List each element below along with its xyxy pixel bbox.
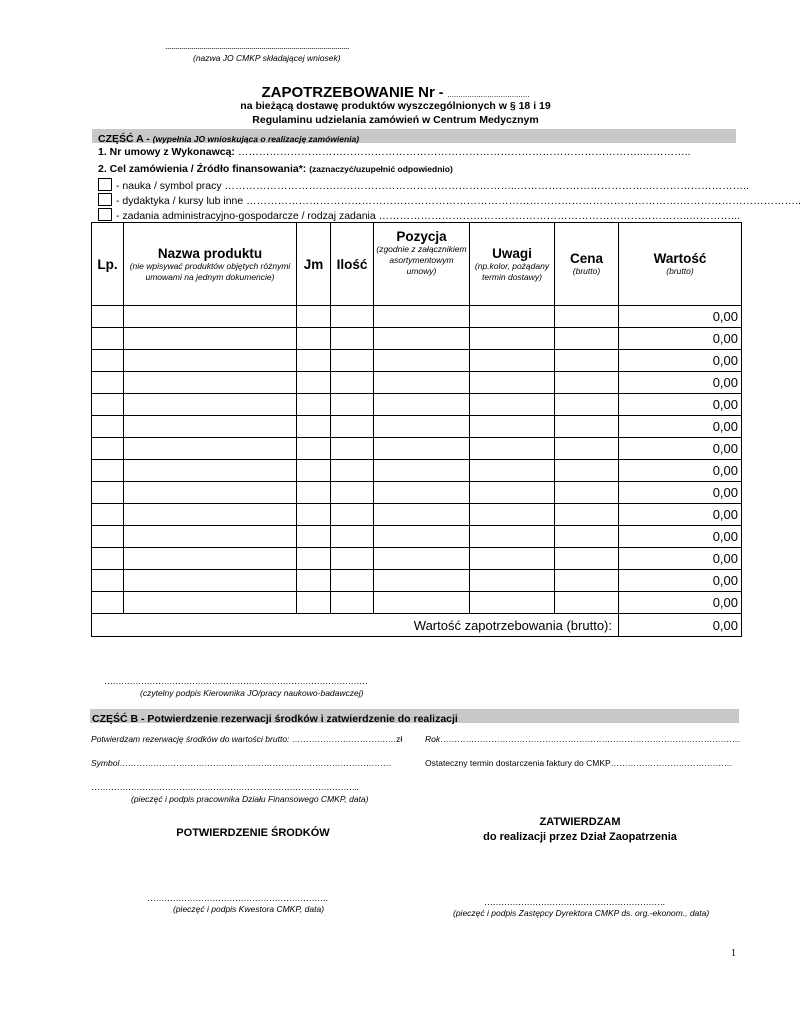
cell-value: 0,00 [619,592,742,614]
cell-product-name[interactable] [124,416,297,438]
cell-remarks[interactable] [470,372,555,394]
approval-subtitle: do realizacji przez Dział Zaopatrzenia [483,831,677,843]
cell-quantity[interactable] [331,592,374,614]
cell-product-name[interactable] [124,438,297,460]
jo-name-dotted-line: ............................................................................................ [165,41,350,51]
cell-product-name[interactable] [124,460,297,482]
cell-remarks[interactable] [470,460,555,482]
symbol-line[interactable]: Symbol…………………………………………………………………………………… [91,758,392,768]
option-science[interactable]: - nauka / symbol pracy ………………………….……………………………………………..………………………………..……………………….. [98,178,738,192]
cell-unit[interactable] [297,416,331,438]
cell-value: 0,00 [619,394,742,416]
cell-remarks[interactable] [470,306,555,328]
cell-lp[interactable] [92,526,124,548]
deputy-director-signature-caption: (pieczęć i podpis Zastępcy Dyrektora CMKP ds. org.-ekonom., data) [453,908,710,918]
cell-value: 0,00 [619,328,742,350]
cell-value: 0,00 [619,372,742,394]
cell-remarks[interactable] [470,526,555,548]
cell-price[interactable] [555,394,619,416]
cell-value: 0,00 [619,548,742,570]
cell-lp[interactable] [92,306,124,328]
cell-position[interactable] [374,570,470,592]
header-quantity: Ilość [331,223,374,306]
cell-lp[interactable] [92,372,124,394]
cell-position[interactable] [374,328,470,350]
cell-position[interactable] [374,592,470,614]
table-row [92,548,742,570]
sum-label: Wartość zapotrzebowania (brutto): [92,614,619,637]
table-row [92,372,742,394]
cell-position[interactable] [374,438,470,460]
cell-value: 0,00 [619,416,742,438]
contract-number-line[interactable]: 1. Nr umowy z Wykonawcą: ……………………………………………………………………………………………………..………….. [98,146,691,158]
cell-value: 0,00 [619,438,742,460]
bursar-signature-line[interactable]: ………………………………………………………. [147,893,328,903]
cell-lp[interactable] [92,416,124,438]
cell-lp[interactable] [92,394,124,416]
cell-unit[interactable] [297,526,331,548]
page-number: 1 [731,948,736,959]
cell-remarks[interactable] [470,548,555,570]
products-table [91,222,742,637]
cell-unit[interactable] [297,328,331,350]
cell-quantity[interactable] [331,482,374,504]
cell-price[interactable] [555,460,619,482]
table-row [92,350,742,372]
cell-unit[interactable] [297,504,331,526]
cell-quantity[interactable] [331,460,374,482]
table-row [92,482,742,504]
document-subtitle-1: na bieżącą dostawę produktów wyszczególnionych w § 18 i 19 [240,100,551,112]
cell-value: 0,00 [619,306,742,328]
table-header-row [92,223,742,306]
table-row [92,504,742,526]
cell-unit[interactable] [297,482,331,504]
reserve-line[interactable]: Potwierdzam rezerwację środków do wartości brutto: …………………………….…zł [91,734,403,744]
funds-confirmation-title: POTWIERDZENIE ŚRODKÓW [176,827,330,839]
cell-remarks[interactable] [470,416,555,438]
cell-position[interactable] [374,460,470,482]
cell-unit[interactable] [297,438,331,460]
header-lp: Lp. [92,223,124,306]
cell-lp[interactable] [92,350,124,372]
cell-price[interactable] [555,526,619,548]
cell-remarks[interactable] [470,438,555,460]
cell-price[interactable] [555,592,619,614]
cell-remarks[interactable] [470,350,555,372]
cell-position[interactable] [374,548,470,570]
cell-product-name[interactable] [124,328,297,350]
cell-remarks[interactable] [470,328,555,350]
cell-value: 0,00 [619,460,742,482]
cell-remarks[interactable] [470,394,555,416]
sum-row [92,614,742,637]
cell-unit[interactable] [297,394,331,416]
table-row [92,460,742,482]
cell-unit[interactable] [297,570,331,592]
table-row [92,592,742,614]
header-price: Cena (brutto) [555,223,619,306]
cell-position[interactable] [374,350,470,372]
table-row [92,306,742,328]
cell-remarks[interactable] [470,592,555,614]
table-row [92,570,742,592]
cell-product-name[interactable] [124,504,297,526]
table-row [92,526,742,548]
table-row [92,394,742,416]
cell-position[interactable] [374,416,470,438]
deputy-director-signature-line[interactable]: ………………………………………………………. [484,897,665,907]
cell-product-name[interactable] [124,394,297,416]
cell-remarks[interactable] [470,504,555,526]
cell-position[interactable] [374,394,470,416]
cell-quantity[interactable] [331,328,374,350]
table-row [92,438,742,460]
administration-checkbox[interactable] [98,208,112,221]
option-administration[interactable]: - zadania administracyjno-gospodarcze / rodzaj zadania ……………………………………………………………………………..…………... [98,208,738,222]
cell-price[interactable] [555,372,619,394]
cell-quantity[interactable] [331,438,374,460]
cell-value: 0,00 [619,350,742,372]
header-position: Pozycja (zgodnie z załącznikiem asortymentowym umowy) [374,223,470,306]
cell-unit[interactable] [297,350,331,372]
document-subtitle-2: Regulaminu udzielania zamówień w Centrum Medycznym [252,114,539,126]
cell-price[interactable] [555,438,619,460]
cell-unit[interactable] [297,372,331,394]
cell-product-name[interactable] [124,482,297,504]
cell-price[interactable] [555,548,619,570]
header-product-name: Nazwa produktu (nie wpisywać produktów objętych różnymi umowami na jednym dokumencie) [124,223,297,306]
cell-product-name[interactable] [124,372,297,394]
cell-unit[interactable] [297,306,331,328]
cell-lp[interactable] [92,548,124,570]
cell-product-name[interactable] [124,306,297,328]
finance-signature-caption: (pieczęć i podpis pracownika Działu Finansowego CMKP, data) [131,794,369,804]
manager-signature-line[interactable]: ………………………………………………………………………………… [104,676,368,686]
finance-signature-line[interactable]: ………………………………………………………………………………….. [91,782,359,792]
cell-price[interactable] [555,482,619,504]
cell-product-name[interactable] [124,526,297,548]
cell-lp[interactable] [92,460,124,482]
cell-product-name[interactable] [124,592,297,614]
cell-quantity[interactable] [331,350,374,372]
cell-unit[interactable] [297,592,331,614]
cell-quantity[interactable] [331,306,374,328]
cell-price[interactable] [555,416,619,438]
cell-remarks[interactable] [470,482,555,504]
bursar-signature-caption: (pieczęć i podpis Kwestora CMKP, data) [173,904,325,914]
table-row [92,416,742,438]
cell-position[interactable] [374,306,470,328]
cell-lp[interactable] [92,504,124,526]
purpose-line: 2. Cel zamówienia / Źródło finansowania*: (zaznaczyć/uzupełnić odpowiednio) [98,163,453,175]
invoice-deadline-line[interactable]: Ostateczny termin dostarczenia faktury do CMKP……………………………………. [425,758,733,768]
header-value: Wartość (brutto) [619,223,742,306]
cell-lp[interactable] [92,482,124,504]
table-row [92,328,742,350]
cell-position[interactable] [374,372,470,394]
cell-lp[interactable] [92,570,124,592]
header-remarks: Uwagi (np.kolor, pożądany termin dostawy) [470,223,555,306]
cell-lp[interactable] [92,592,124,614]
didactics-checkbox[interactable] [98,193,112,206]
cell-quantity[interactable] [331,570,374,592]
cell-price[interactable] [555,504,619,526]
year-line[interactable]: Rok……………………………………………………………………………………………. [425,734,740,744]
cell-quantity[interactable] [331,504,374,526]
header-unit: Jm [297,223,331,306]
cell-lp[interactable] [92,438,124,460]
cell-position[interactable] [374,526,470,548]
cell-position[interactable] [374,504,470,526]
cell-product-name[interactable] [124,548,297,570]
cell-product-name[interactable] [124,350,297,372]
cell-unit[interactable] [297,460,331,482]
cell-quantity[interactable] [331,394,374,416]
cell-position[interactable] [374,482,470,504]
cell-price[interactable] [555,306,619,328]
sum-value: 0,00 [619,614,742,637]
cell-product-name[interactable] [124,570,297,592]
cell-price[interactable] [555,328,619,350]
cell-remarks[interactable] [470,570,555,592]
part-b-header: CZĘŚĆ B - Potwierdzenie rezerwacji środków i zatwierdzenie do realizacji [90,709,739,723]
cell-quantity[interactable] [331,372,374,394]
document-title: ZAPOTRZEBOWANIE Nr - ..................................... [261,84,530,101]
cell-quantity[interactable] [331,548,374,570]
cell-quantity[interactable] [331,526,374,548]
cell-price[interactable] [555,570,619,592]
cell-price[interactable] [555,350,619,372]
cell-lp[interactable] [92,328,124,350]
cell-value: 0,00 [619,482,742,504]
science-checkbox[interactable] [98,178,112,191]
option-didactics[interactable]: - dydaktyka / kursy lub inne …………………………………………………………………………………………………………….…………………………….. [98,193,738,207]
jo-name-caption: (nazwa JO CMKP składającej wniosek) [193,53,341,63]
cell-unit[interactable] [297,548,331,570]
cell-value: 0,00 [619,570,742,592]
part-a-header: CZĘŚĆ A - (wypełnia JO wnioskująca o realizację zamówienia) [92,129,736,143]
cell-value: 0,00 [619,526,742,548]
approval-title: ZATWIERDZAM [539,816,621,828]
cell-quantity[interactable] [331,416,374,438]
manager-signature-caption: (czytelny podpis Kierownika JO/pracy naukowo-badawczej) [140,688,364,698]
cell-value: 0,00 [619,504,742,526]
